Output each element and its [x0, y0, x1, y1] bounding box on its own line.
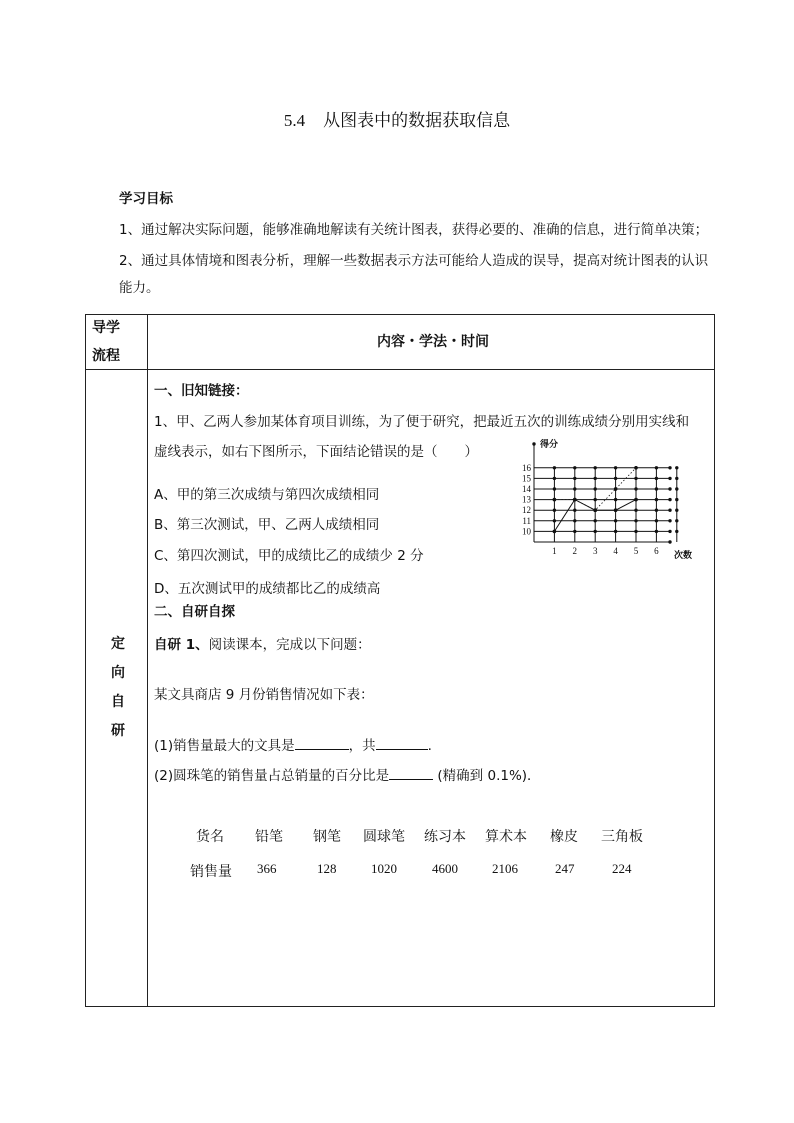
y-tick-label: 16 — [522, 462, 531, 473]
q2-blank[interactable] — [389, 767, 433, 780]
goods-item: 练习本 — [424, 829, 466, 845]
grid-dot — [668, 509, 671, 512]
grid-dot — [668, 498, 671, 501]
q2-text-a: (2)圆珠笔的销售量占总销量的百分比是 — [154, 768, 390, 784]
goods-label: 货名 — [196, 829, 224, 845]
grid-dot — [668, 487, 671, 490]
objective-1: 1、通过解决实际问题，能够准确地解读有关统计图表，获得必要的、准确的信息，进行简单决策； — [119, 222, 709, 238]
q1-blank-1[interactable] — [295, 737, 349, 750]
goods-item: 算术本 — [485, 829, 527, 845]
q1-blank-2[interactable] — [376, 737, 428, 750]
series-point — [614, 508, 618, 512]
section2-heading: 二、自研自探 — [154, 604, 235, 620]
option-c: C、第四次测试，甲的成绩比乙的成绩少 2 分 — [154, 548, 424, 564]
q1-text-b: ，共 — [348, 738, 376, 754]
goods-item: 铅笔 — [255, 829, 283, 845]
sales-value: 247 — [555, 861, 575, 876]
side-char-2: 向 — [111, 665, 125, 681]
y-tick-label: 13 — [522, 494, 531, 505]
task-text: 阅读课本，完成以下问题： — [208, 637, 371, 653]
grid-dot — [668, 519, 671, 522]
task-label: 自研 1、 — [154, 637, 209, 653]
series-point — [553, 498, 557, 502]
x-tick-label: 4 — [613, 546, 618, 556]
x-tick-label: 6 — [654, 546, 659, 556]
question-line1: 1、甲、乙两人参加某体育项目训练，为了便于研究，把最近五次的训练成绩分别用实线和 — [154, 414, 690, 430]
goods-item: 三角板 — [601, 829, 643, 845]
question-line2: 虚线表示，如右下图所示，下面结论错误的是（ ） — [154, 444, 478, 460]
score-chart — [490, 432, 710, 572]
objective-2-line2: 能力。 — [119, 280, 160, 296]
q2-text-b: (精确到 0.1%)． — [433, 768, 541, 784]
x-tick-label: 1 — [552, 546, 557, 556]
option-b: B、第三次测试，甲、乙两人成绩相同 — [154, 517, 380, 533]
side-char-4: 研 — [111, 723, 125, 739]
objective-2-line1: 2、通过具体情境和图表分析，理解一些数据表示方法可能给人造成的误导，提高对统计图表的认识 — [119, 253, 709, 269]
q1-text-a: (1)销售量最大的文具是 — [154, 738, 295, 754]
header-flow-line2: 流程 — [92, 348, 120, 364]
x-tick-label: 5 — [633, 546, 639, 556]
task-1 — [154, 633, 371, 653]
sales-value: 1020 — [371, 861, 397, 876]
question-1 — [154, 734, 432, 754]
side-char-3: 自 — [111, 694, 125, 710]
chart-axes — [532, 442, 671, 543]
sales-label: 销售量 — [190, 864, 232, 880]
y-axis-label: 得分 — [540, 440, 559, 450]
y-tick-label: 10 — [522, 526, 531, 537]
section1-heading: 一、旧知链接： — [154, 383, 249, 399]
y-tick-label: 12 — [522, 505, 531, 516]
option-a: A、甲的第三次成绩与第四次成绩相同 — [154, 487, 380, 503]
y-tick-label: 11 — [522, 515, 531, 526]
goods-item: 圆球笔 — [363, 829, 405, 845]
series-point — [573, 498, 577, 502]
goods-item: 橡皮 — [550, 829, 578, 845]
y-axis-end — [532, 442, 535, 445]
x-axis-label: 次数 — [674, 551, 693, 561]
series-point — [634, 466, 638, 470]
y-tick-label: 15 — [522, 473, 531, 484]
x-tick-label: 2 — [572, 546, 578, 556]
series-point — [553, 530, 557, 534]
series-point — [593, 508, 597, 512]
q1-text-c: . — [427, 738, 432, 754]
sales-value: 366 — [257, 861, 277, 876]
sales-value: 128 — [317, 861, 337, 876]
sales-intro: 某文具商店 9 月份销售情况如下表： — [154, 687, 374, 703]
grid-dot — [668, 466, 671, 469]
header-flow-line1: 导学 — [92, 320, 120, 336]
x-axis-end — [668, 540, 671, 543]
sales-value: 4600 — [432, 861, 458, 876]
grid-dot — [668, 477, 671, 480]
sales-value: 224 — [612, 861, 632, 876]
sales-value: 2106 — [492, 861, 518, 876]
question-2 — [154, 764, 541, 784]
title-text: 从图表中的数据获取信息 — [323, 111, 511, 131]
objectives-heading: 学习目标 — [119, 191, 173, 207]
series-point — [614, 487, 618, 491]
header-content: 内容・学法・时间 — [377, 334, 489, 350]
grid-dot — [668, 530, 671, 533]
side-char-1: 定 — [111, 636, 125, 652]
goods-item: 钢笔 — [313, 829, 341, 845]
page-title — [0, 106, 794, 131]
x-tick-label: 3 — [592, 546, 598, 556]
series-point — [634, 498, 638, 502]
y-tick-label: 14 — [522, 484, 531, 494]
section-number: 5.4 — [283, 111, 306, 130]
option-d: D、五次测试甲的成绩都比乙的成绩高 — [154, 581, 381, 597]
